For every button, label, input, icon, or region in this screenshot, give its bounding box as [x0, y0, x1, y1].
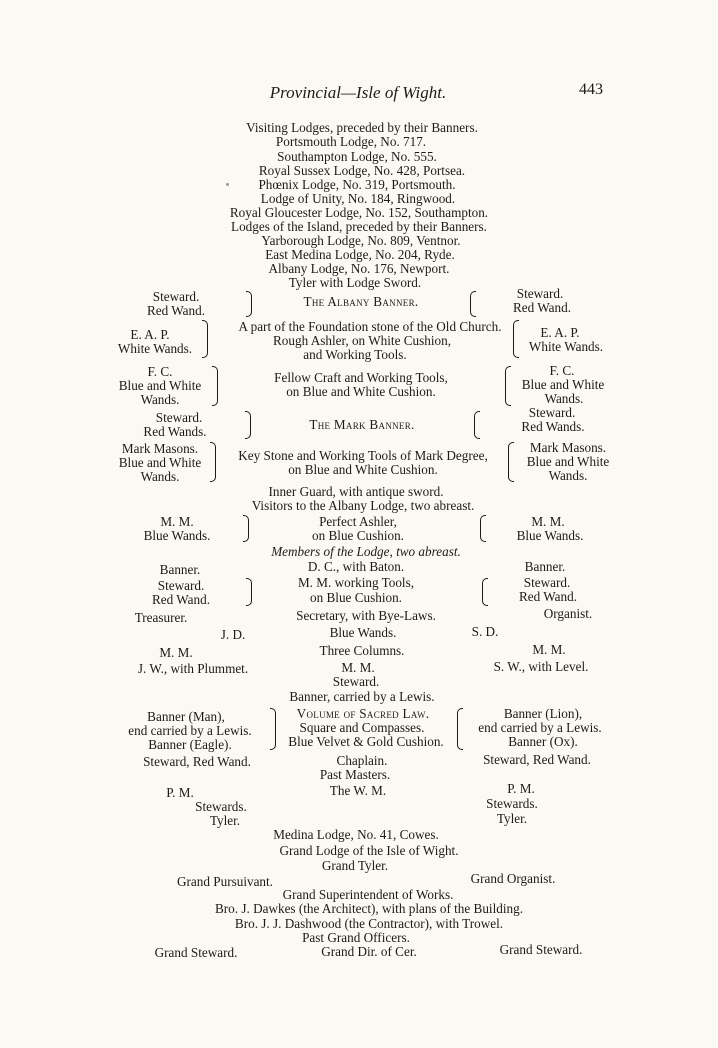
right-pm: P. M. — [507, 781, 535, 796]
right-red-wands: Red Wands. — [521, 419, 585, 434]
volume-sacred-law: Volume of Sacred Law. — [296, 706, 430, 721]
brace — [202, 320, 208, 358]
fellow-craft-cushion: on Blue and White Cushion. — [286, 384, 436, 399]
brace — [210, 442, 216, 482]
bro-dawkes: Bro. J. Dawkes (the Architect), with plans of the Building. — [214, 901, 524, 916]
line-island-lodges: Lodges of the Island, preceded by their Banners. — [231, 219, 487, 234]
organist: Organist. — [543, 606, 593, 621]
left-red-wand-3: Red Wand. — [151, 592, 211, 607]
right-mm: M. M. — [531, 514, 565, 529]
brace — [457, 708, 463, 750]
brace — [513, 320, 519, 358]
left-grand-steward: Grand Steward. — [154, 945, 238, 960]
dc-baton: D. C., with Baton. — [307, 559, 405, 574]
mm-working-tools: M. M. working Tools, — [297, 575, 415, 590]
right-grand-steward: Grand Steward. — [499, 942, 583, 957]
left-steward-red-wand: Steward, Red Wand. — [143, 754, 251, 769]
right-wands: Wands. — [544, 391, 584, 406]
sw-level: S. W., with Level. — [493, 659, 589, 674]
brace — [246, 578, 252, 606]
left-mm: M. M. — [160, 514, 194, 529]
left-tyler: Tyler. — [209, 813, 241, 828]
left-wands: Wands. — [140, 392, 180, 407]
right-blue-and-white: Blue and White — [521, 377, 605, 392]
brace — [212, 366, 218, 406]
line-albany: Albany Lodge, No. 176, Newport. — [268, 261, 450, 276]
medina-lodge: Medina Lodge, No. 41, Cowes. — [273, 827, 439, 842]
brace — [245, 411, 251, 439]
print-speck — [226, 183, 229, 186]
key-stone-cushion: on Blue and White Cushion. — [288, 462, 438, 477]
bro-dashwood: Bro. J. J. Dashwood (the Contractor), with Trowel. — [234, 916, 504, 931]
mm-on-blue-cushion: on Blue Cushion. — [310, 590, 402, 605]
left-steward-2: Steward. — [155, 410, 203, 425]
right-white-wands: White Wands. — [528, 339, 604, 354]
left-pm: P. M. — [166, 785, 194, 800]
end-carried-lewis-right: end carried by a Lewis. — [478, 720, 602, 735]
left-fc: F. C. — [147, 364, 173, 379]
brace — [505, 366, 511, 406]
secretary: Secretary, with Bye-Laws. — [296, 608, 436, 623]
brace — [243, 515, 249, 542]
members-heading: Members of the Lodge, two abreast. — [271, 544, 461, 559]
right-fc: F. C. — [549, 363, 575, 378]
left-red-wands: Red Wands. — [143, 424, 207, 439]
right-steward-2: Steward. — [528, 405, 576, 420]
inner-guard: Inner Guard, with antique sword. — [268, 484, 444, 499]
end-carried-lewis-left: end carried by a Lewis. — [128, 723, 252, 738]
left-stewards: Stewards. — [195, 799, 247, 814]
line-royal-gloucester: Royal Gloucester Lodge, No. 152, Southampton. — [229, 205, 489, 220]
three-columns: Three Columns. — [319, 643, 405, 658]
brace — [270, 708, 276, 750]
banner-lion: Banner (Lion), — [503, 706, 583, 721]
banner-man: Banner (Man), — [147, 709, 225, 724]
working-tools: and Working Tools. — [303, 347, 407, 362]
jw-plummet: J. W., with Plummet. — [137, 661, 249, 676]
line-royal-sussex: Royal Sussex Lodge, No. 428, Portsea. — [258, 163, 466, 178]
right-mm-2: M. M. — [532, 642, 566, 657]
line-yarborough: Yarborough Lodge, No. 809, Ventnor. — [261, 233, 461, 248]
fellow-craft-tools: Fellow Craft and Working Tools, — [274, 370, 448, 385]
left-blue-and-white: Blue and White — [118, 378, 202, 393]
brace — [246, 291, 252, 317]
blue-wands-centre: Blue Wands. — [329, 625, 397, 640]
page-number: 443 — [579, 81, 603, 98]
banner-eagle: Banner (Eagle). — [148, 737, 232, 752]
line-southampton: Southampton Lodge, No. 555. — [277, 149, 437, 164]
line-unity: Lodge of Unity, No. 184, Ringwood. — [260, 191, 456, 206]
brace — [482, 578, 488, 606]
sd: S. D. — [471, 624, 499, 639]
centre-mm: M. M. — [341, 660, 375, 675]
left-steward: Steward. — [152, 289, 200, 304]
brace — [508, 442, 514, 482]
line-east-medina: East Medina Lodge, No. 204, Ryde. — [265, 247, 455, 262]
banner-lewis: Banner, carried by a Lewis. — [289, 689, 435, 704]
right-steward-red-wand: Steward, Red Wand. — [483, 752, 591, 767]
albany-banner: The Albany Banner. — [303, 294, 419, 309]
right-mark-masons: Mark Masons. — [529, 440, 607, 455]
right-banner: Banner. — [524, 559, 566, 574]
square-compasses: Square and Compasses. — [299, 720, 425, 735]
line-portsmouth: Portsmouth Lodge, No. 717. — [275, 134, 427, 149]
blue-velvet-cushion: Blue Velvet & Gold Cushion. — [288, 734, 444, 749]
running-header: Provincial—Isle of Wight. — [269, 83, 447, 102]
chaplain: Chaplain. — [336, 753, 388, 768]
right-steward: Steward. — [516, 286, 564, 301]
left-mm-2: M. M. — [159, 645, 193, 660]
brace — [480, 515, 486, 542]
grand-superintendent: Grand Superintendent of Works. — [282, 887, 454, 902]
right-eap: E. A. P. — [540, 325, 580, 340]
key-stone: Key Stone and Working Tools of Mark Degree, — [238, 448, 488, 463]
left-steward-3: Steward. — [157, 578, 205, 593]
the-wm: The W. M. — [329, 783, 387, 798]
right-red-wand-3: Red Wand. — [518, 589, 578, 604]
left-red-wand: Red Wand. — [146, 303, 206, 318]
perfect-ashler: Perfect Ashler, — [319, 514, 397, 529]
line-phoenix: Phœnix Lodge, No. 319, Portsmouth. — [258, 177, 456, 192]
left-blue-and-white-2: Blue and White — [118, 455, 202, 470]
mark-banner: The Mark Banner. — [309, 417, 415, 432]
right-stewards: Stewards. — [486, 796, 538, 811]
grand-lodge: Grand Lodge of the Isle of Wight. — [279, 843, 459, 858]
banner-ox: Banner (Ox). — [508, 734, 578, 749]
visitors-albany: Visitors to the Albany Lodge, two abreast. — [251, 498, 475, 513]
right-red-wand: Red Wand. — [512, 300, 572, 315]
right-blue-and-white-2: Blue and White — [526, 454, 610, 469]
on-blue-cushion: on Blue Cushion. — [312, 528, 404, 543]
foundation-stone: A part of the Foundation stone of the Old Church. — [238, 319, 502, 334]
left-wands-2: Wands. — [140, 469, 180, 484]
left-eap: E. A. P. — [130, 327, 170, 342]
centre-steward: Steward. — [332, 674, 380, 689]
right-wands-2: Wands. — [548, 468, 588, 483]
past-masters: Past Masters. — [319, 767, 391, 782]
right-tyler: Tyler. — [496, 811, 528, 826]
left-banner: Banner. — [159, 562, 201, 577]
brace — [470, 291, 476, 317]
grand-pursuivant: Grand Pursuivant. — [177, 874, 273, 889]
left-mark-masons: Mark Masons. — [121, 441, 199, 456]
line-tyler-sword: Tyler with Lodge Sword. — [288, 275, 422, 290]
treasurer: Treasurer. — [134, 610, 188, 625]
past-grand-officers: Past Grand Officers. — [302, 930, 410, 945]
left-white-wands: White Wands. — [117, 341, 193, 356]
jd: J. D. — [220, 627, 246, 642]
rough-ashler: Rough Ashler, on White Cushion, — [273, 333, 451, 348]
line-visiting-lodges: Visiting Lodges, preceded by their Banners. — [246, 120, 478, 135]
grand-dir-cer: Grand Dir. of Cer. — [321, 944, 417, 959]
brace — [474, 411, 480, 439]
left-blue-wands: Blue Wands. — [143, 528, 211, 543]
grand-organist: Grand Organist. — [470, 871, 556, 886]
grand-tyler: Grand Tyler. — [321, 858, 389, 873]
right-steward-3: Steward. — [523, 575, 571, 590]
right-blue-wands: Blue Wands. — [516, 528, 584, 543]
